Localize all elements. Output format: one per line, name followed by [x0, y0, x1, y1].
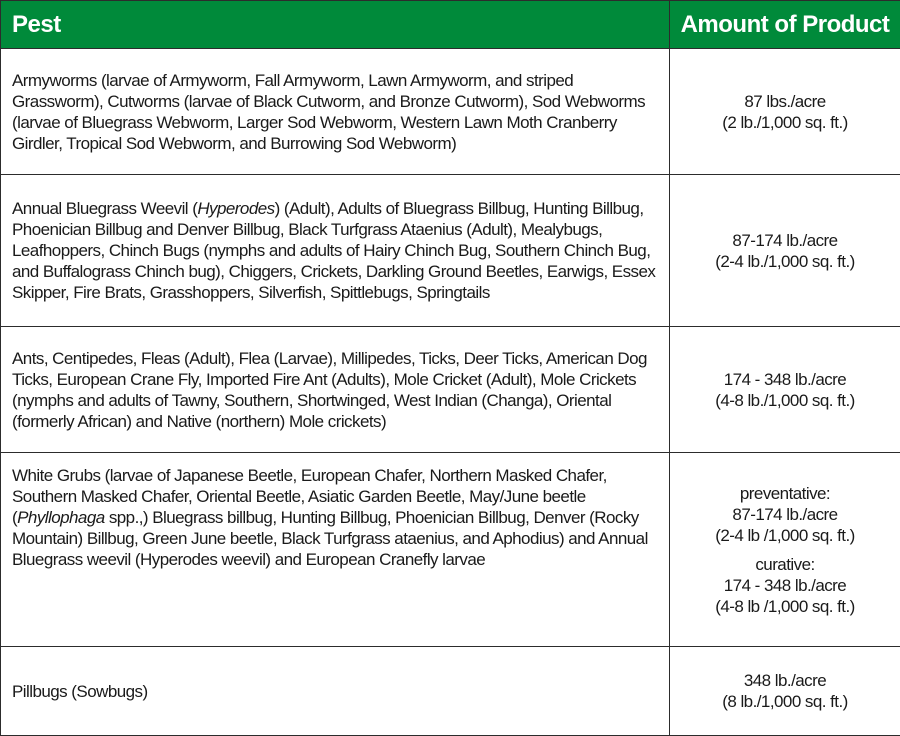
pest-cell	[1, 49, 670, 175]
pest-text: Armyworms (larvae of Armyworm, Fall Armyworm, Lawn Armyworm, and striped Grassworm), Cutworms (larvae of Black Cutworm, and Bronze Cutworm), Sod Webworms (larvae of Bluegrass Webworm, Larger Sod Webworm, Western Lawn Moth Cranberry Girdler, Tropical Sod Webworm, and Burrowing Sod Webworm)	[12, 71, 645, 153]
table-body	[1, 49, 900, 736]
amount-group	[676, 230, 894, 272]
amount-line: preventative:	[676, 483, 894, 504]
pest-text: spp.,) Bluegrass billbug, Hunting Billbug, Phoenician Billbug, Denver (Rocky Mountain) Billbug, Green June beetle, Black Turfgrass ataenius, and Aphodius) and Annual Bluegrass weevil (Hyperodes weevil) and European Cranefly larvae	[12, 508, 648, 569]
pest-text: Ants, Centipedes, Fleas (Adult), Flea (Larvae), Millipedes, Ticks, Deer Ticks, American Dog Ticks, European Crane Fly, Imported Fire Ant (Adults), Mole Cricket (Adult), Mole Crickets (nymphs and adults of Tawny, Southern, Shortwinged, West Indian (Changa), Oriental (formerly African) and Native (northern) Mole crickets)	[12, 349, 647, 431]
amount-line: 174 - 348 lb./acre	[676, 369, 894, 390]
amount-cell	[670, 327, 900, 453]
pest-text: White Grubs (larvae of Japanese Beetle, European Chafer, Northern Masked Chafer, Southern Masked Chafer, Oriental Beetle, Asiatic Garden Beetle, May/June beetle (	[12, 466, 607, 527]
pest-column-header: Pest	[1, 1, 670, 49]
amount-line: 87-174 lb./acre	[676, 504, 894, 525]
pest-scientific-name: Phyllophaga	[17, 508, 105, 527]
amount-line: (2 lb./1,000 sq. ft.)	[676, 112, 894, 133]
table-row	[1, 175, 900, 327]
pest-text: Pillbugs (Sowbugs)	[12, 682, 148, 701]
table-header-row	[1, 1, 900, 49]
table-row	[1, 453, 900, 647]
table-row	[1, 647, 900, 736]
amount-group	[676, 554, 894, 617]
pest-scientific-name: Hyperodes	[197, 199, 274, 218]
amount-group	[676, 670, 894, 712]
amount-line: 87 lbs./acre	[676, 91, 894, 112]
pest-cell	[1, 327, 670, 453]
table-row	[1, 49, 900, 175]
pest-cell	[1, 453, 670, 647]
amount-cell	[670, 49, 900, 175]
amount-line: curative:	[676, 554, 894, 575]
pest-text: Annual Bluegrass Weevil (	[12, 199, 197, 218]
amount-column-header: Amount of Product	[670, 1, 900, 49]
amount-cell	[670, 647, 900, 736]
amount-cell	[670, 453, 900, 647]
amount-line: (2-4 lb /1,000 sq. ft.)	[676, 525, 894, 546]
pest-cell	[1, 647, 670, 736]
amount-line: (2-4 lb./1,000 sq. ft.)	[676, 251, 894, 272]
amount-line: 174 - 348 lb./acre	[676, 575, 894, 596]
amount-line: (4-8 lb /1,000 sq. ft.)	[676, 596, 894, 617]
amount-cell	[670, 175, 900, 327]
amount-line: 348 lb./acre	[676, 670, 894, 691]
amount-group	[676, 483, 894, 546]
table-row	[1, 327, 900, 453]
amount-line: 87-174 lb./acre	[676, 230, 894, 251]
amount-line: (8 lb./1,000 sq. ft.)	[676, 691, 894, 712]
amount-line: (4-8 lb./1,000 sq. ft.)	[676, 390, 894, 411]
pest-cell	[1, 175, 670, 327]
pest-text: ) (Adult), Adults of Bluegrass Billbug, Hunting Billbug, Phoenician Billbug and Denver Billbug, Black Turfgrass Ataenius (Adult), Mealybugs, Leafhoppers, Chinch Bugs (nymphs and adults of Hairy Chinch Bug, Southern Chinch Bug, and Buffalograss Chinch bug), Chiggers, Crickets, Darkling Ground Beetles, Earwigs, Essex Skipper, Fire Brats, Grasshoppers, Silverfish, Spittlebugs, Springtails	[12, 199, 655, 302]
amount-group	[676, 91, 894, 133]
amount-group	[676, 369, 894, 411]
